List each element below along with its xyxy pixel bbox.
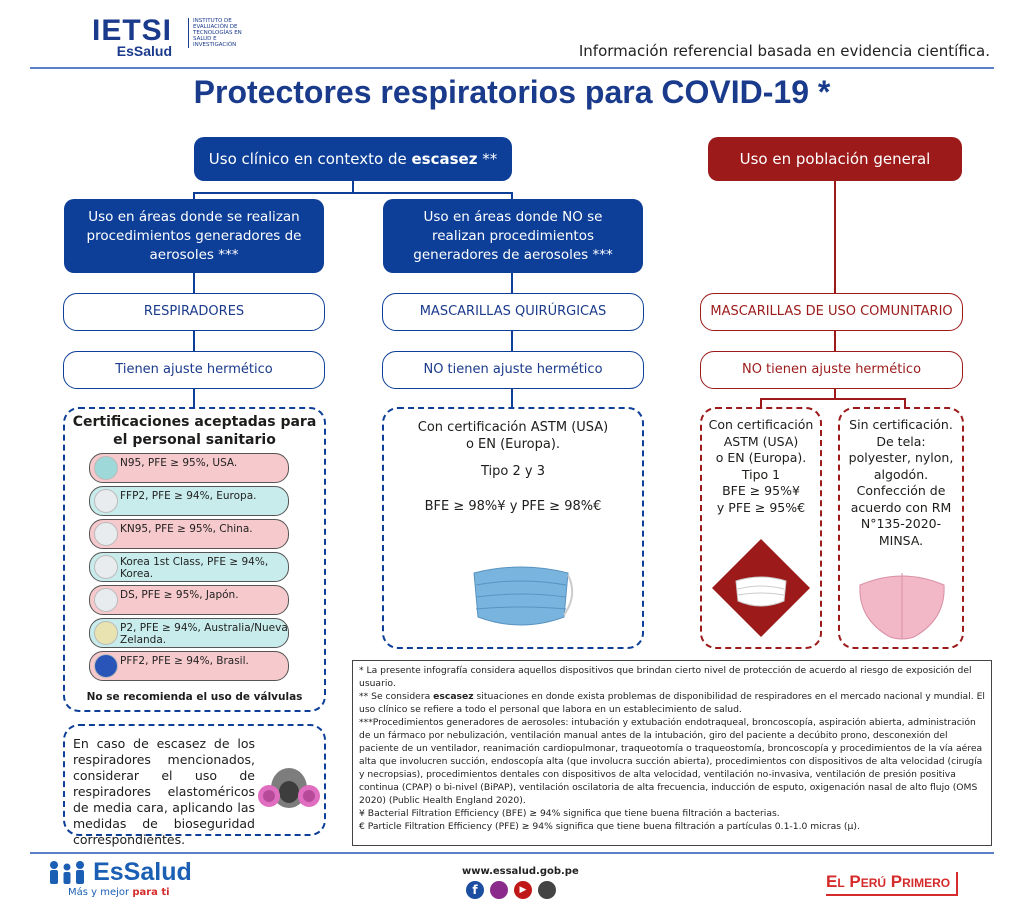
scarcity-note-panel <box>63 724 326 847</box>
text-line: ASTM (USA) <box>723 433 799 449</box>
connector <box>834 181 836 293</box>
mask-icon <box>94 456 118 480</box>
footnote-4: ¥ Bacterial Filtration Efficiency (BFE) ≥ 94% significa que tiene buena filtración a bacterias. <box>359 808 780 819</box>
scarcity-note-text: En caso de escasez de los respiradores mencionados, considerar el uso de respiradores elastoméricos de media cara, aplicando las medidas de bioseguridad correspondientes. <box>73 736 255 847</box>
surgical-mask-panel <box>382 407 644 649</box>
cert-label: Korea 1st Class, PFE ≥ 94%, Korea. <box>120 556 269 580</box>
no-hermetic-fit-box-community: NO tienen ajuste hermético <box>700 351 963 389</box>
text-line: N°135-2020- <box>860 516 942 531</box>
footnote-2c: situaciones en donde exista problemas de disponibilidad de respiradores en el mercado nacional y mundial. El uso clínico se refiere a todo el personal que labora en un establecimiento de salud. <box>359 691 985 715</box>
mask-icon <box>94 522 118 546</box>
facebook-icon[interactable]: f <box>466 881 484 899</box>
mask-icon <box>94 489 118 513</box>
cert-label: FFP2, PFE ≥ 94%, Europa. <box>120 490 257 502</box>
connector <box>193 331 195 351</box>
header-divider <box>30 67 994 69</box>
connector <box>511 273 513 293</box>
mask-icon <box>94 621 118 645</box>
twitter-icon[interactable] <box>538 881 556 899</box>
text-line: acuerdo con RM <box>850 499 952 515</box>
cert-label: DS, PFE ≥ 95%, Japón. <box>120 589 239 601</box>
website-link[interactable]: www.essalud.gob.pe <box>462 866 579 877</box>
text-line: Tipo 1 <box>741 466 781 482</box>
surgical-masks-box: MASCARILLAS QUIRÚRGICAS <box>382 293 644 331</box>
ietsi-logo <box>92 14 173 59</box>
tagline: Información referencial basada en evidencia científica. <box>578 42 990 60</box>
fabric-mask-icon <box>854 567 950 641</box>
text-line: algodón. <box>873 466 929 482</box>
cert-label: PFF2, PFE ≥ 94%, Brasil. <box>120 655 249 667</box>
respirators-box: RESPIRADORES <box>63 293 325 331</box>
connector <box>193 192 513 194</box>
text-line: BFE ≥ 95%¥ <box>722 483 800 498</box>
text-line: De tela: <box>876 433 926 449</box>
essalud-logo <box>46 858 192 898</box>
aerosol-yes-box: Uso en áreas donde se realizan procedimientos generadores de aerosoles *** <box>64 199 324 273</box>
footnotes-box <box>352 660 992 846</box>
logo-sub: EsSalud <box>116 43 173 59</box>
aerosol-no-box: Uso en áreas donde NO se realizan procedimientos generadores de aerosoles *** <box>383 199 643 273</box>
footnote-1: * La presente infografía considera aquellos dispositivos que brindan cierto nivel de protección de acuerdo al riesgo de exposición del usuario. <box>359 665 972 689</box>
general-use-box: Uso en población general <box>708 137 962 181</box>
connector <box>511 389 513 407</box>
mask-icon <box>94 654 118 678</box>
surgical-type: Tipo 2 y 3 <box>481 464 545 479</box>
social-icons <box>466 881 556 899</box>
connector <box>193 273 195 293</box>
surgical-mask-icon <box>466 555 576 635</box>
footnote-2b: escasez <box>433 691 474 702</box>
community-masks-box: MASCARILLAS DE USO COMUNITARIO <box>700 293 963 331</box>
slogan-bold: para ti <box>132 887 170 898</box>
footnote-3: ***Procedimientos generadores de aerosoles: intubación y extubación endotraqueal, broncoscopía, aspiración abierta, administración de un fármaco por nebulización, ventilación manual antes de la intubación, giro del paciente a decúbito prono, desconexión del paciente de un ventilador, reanimación cardiopulmonar, traqueotomía o traqueostomía, broncoscopía y procedimientos de la vía aérea alta que involucren succión, endoscopía alta (que involucra succión abierta), procedimientos con dispositivos de alta velocidad (cirugía y necropsias), procedimientos dentales con dispositivos de alta velocidad, ventilación no-invasiva, ventilación de presión positiva continua (CPAP) o bi-nivel (BiPAP), ventilación oscilatoria de alta frecuencia, inducción de esputo, oxigenación nasal de alto flujo (OMS 2020) (Public Health England 2020). <box>359 717 983 806</box>
cert-ffp2 <box>89 486 289 516</box>
clinical-use-label: Uso clínico en contexto de <box>208 150 412 168</box>
text-line: y PFE ≥ 95%€ <box>716 499 806 515</box>
clinical-use-suffix: ** <box>477 150 498 168</box>
community-fabric-text <box>840 417 962 549</box>
slogan-part: Más y mejor <box>68 887 133 898</box>
connector <box>834 331 836 351</box>
surgical-cert-line: o EN (Europa). <box>465 437 561 452</box>
cert-korea <box>89 552 289 582</box>
text-line: Sin certificación. <box>849 417 953 432</box>
community-fabric-panel <box>838 407 964 649</box>
mask-warning-icon <box>708 535 814 641</box>
cert-label: KN95, PFE ≥ 95%, China. <box>120 523 253 535</box>
cert-label: P2, PFE ≥ 94%, Australia/Nueva Zelanda. <box>120 622 288 646</box>
family-icon <box>46 859 88 887</box>
no-valves-note: No se recomienda el uso de válvulas <box>86 691 303 703</box>
text-line: polyester, nylon, <box>848 450 954 465</box>
surgical-bfe-pfe: BFE ≥ 98%¥ y PFE ≥ 98%€ <box>424 499 602 514</box>
logo-text: IETSI <box>92 14 173 47</box>
youtube-icon[interactable]: ▶ <box>514 881 532 899</box>
cert-n95 <box>89 453 289 483</box>
footnote-5: € Particle Filtration Efficiency (PFE) ≥ 94% significa que tiene buena filtración a partículas 0.1-1.0 micras (μ). <box>359 821 860 832</box>
cert-pff2 <box>89 651 289 681</box>
cert-label: N95, PFE ≥ 95%, USA. <box>120 457 238 469</box>
mask-icon <box>94 588 118 612</box>
no-hermetic-fit-box: NO tienen ajuste hermético <box>382 351 644 389</box>
institute-name: INSTITUTO DE EVALUACIÓN DE TECNOLOGÍAS EN SALUD E INVESTIGACIÓN <box>188 18 253 48</box>
clinical-use-box <box>194 137 512 181</box>
connector <box>511 331 513 351</box>
cert-ds <box>89 585 289 615</box>
text-line: Con certificación <box>708 417 814 432</box>
surgical-cert-line: Con certificación ASTM (USA) <box>417 420 609 435</box>
surgical-cert-text <box>384 419 642 515</box>
el-peru-primero-logo: El Perú Primero <box>826 872 958 896</box>
connector <box>193 389 195 407</box>
page-title: Protectores respiratorios para COVID-19 * <box>193 74 831 110</box>
essalud-brand: EsSalud <box>93 858 192 886</box>
text-line: Confección de <box>856 483 946 498</box>
instagram-icon[interactable] <box>490 881 508 899</box>
footnote-2a: ** Se considera <box>359 691 434 702</box>
elastomeric-respirator-icon <box>257 754 321 818</box>
cert-p2 <box>89 618 289 648</box>
text-line: o EN (Europa). <box>715 450 807 465</box>
footnote-2 <box>359 690 985 716</box>
mask-icon <box>94 555 118 579</box>
essalud-slogan <box>68 887 192 898</box>
text-line: MINSA. <box>878 532 924 548</box>
hermetic-fit-box: Tienen ajuste hermético <box>63 351 325 389</box>
clinical-use-bold: escasez <box>411 150 478 168</box>
footer-divider <box>30 852 994 854</box>
cert-kn95 <box>89 519 289 549</box>
community-certified-text <box>702 417 820 516</box>
community-certified-panel <box>700 407 822 649</box>
connector <box>760 398 906 400</box>
certifications-panel <box>63 407 326 712</box>
certifications-title: Certificaciones aceptadas para el personal sanitario <box>72 414 317 448</box>
